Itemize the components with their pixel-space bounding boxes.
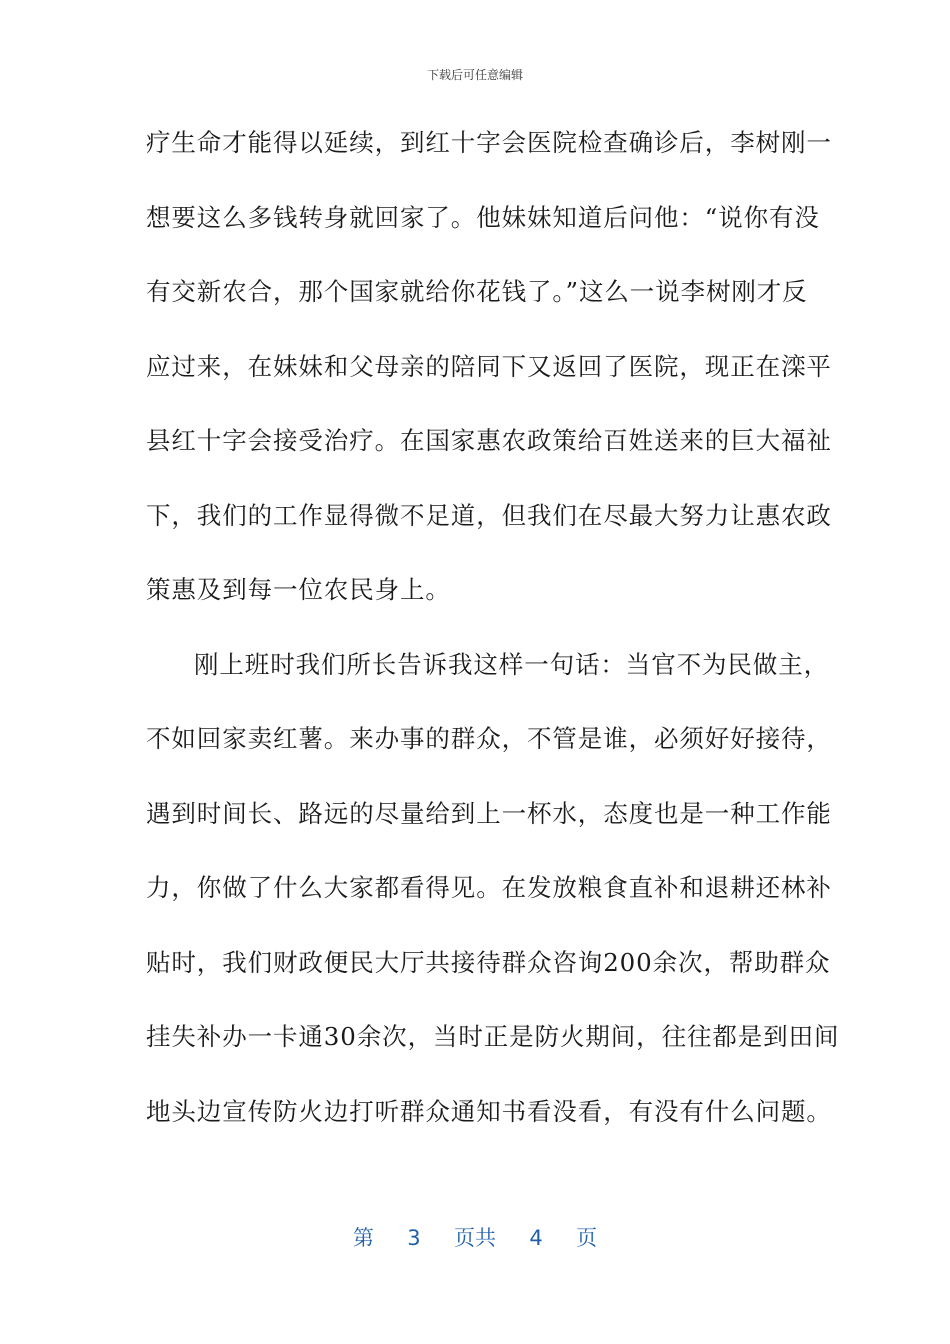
body-text	[146, 112, 840, 1155]
text-line: 力，你做了什么大家都看得见。在发放粮食直补和退耕还林补	[146, 873, 832, 902]
text-line: 下，我们的工作显得微不足道，但我们在尽最大努力让惠农政	[146, 500, 832, 530]
paragraph-start-line: 刚上班时我们所长告诉我这样一句话：当官不为民做主，	[194, 649, 829, 679]
text-line: 遇到时间长、路远的尽量给到上一杯水，态度也是一种工作能	[146, 798, 832, 828]
text-line: 疗生命才能得以延续，到红十字会医院检查确诊后，李树刚一	[146, 128, 832, 157]
text-line: 应过来，在妹妹和父母亲的陪同下又返回了医院，现正在滦平	[146, 351, 832, 381]
text-line: 县红十字会接受治疗。在国家惠农政策给百姓送来的巨大福祉	[146, 426, 832, 455]
footer-middle: 页共	[454, 1226, 496, 1250]
text-line: 策惠及到每一位农民身上。	[146, 575, 451, 604]
page-header: 下载后可任意编辑	[426, 68, 523, 82]
text-line: 想要这么多钱转身就回家了。他妹妹知道后问他：“说你有没	[146, 202, 820, 232]
text-line: 不如回家卖红薯。来办事的群众，不管是谁，必须好好接待，	[146, 724, 832, 753]
footer-prefix: 第	[352, 1226, 374, 1250]
footer-current-page: 3	[407, 1226, 421, 1250]
page-footer	[0, 1224, 950, 1252]
text-line: 贴时，我们财政便民大厅共接待群众咨询200余次，帮助群众	[146, 947, 831, 977]
text-line: 地头边宣传防火边打听群众通知书看没看，有没有什么问题。	[146, 1096, 832, 1126]
text-line: 有交新农合，那个国家就给你花钱了。”这么一说李树刚才反	[146, 277, 808, 306]
footer-suffix: 页	[576, 1226, 598, 1250]
text-line: 挂失补办一卡通30余次，当时正是防火期间，往往都是到田间	[146, 1022, 840, 1051]
footer-total-pages: 4	[529, 1226, 543, 1250]
